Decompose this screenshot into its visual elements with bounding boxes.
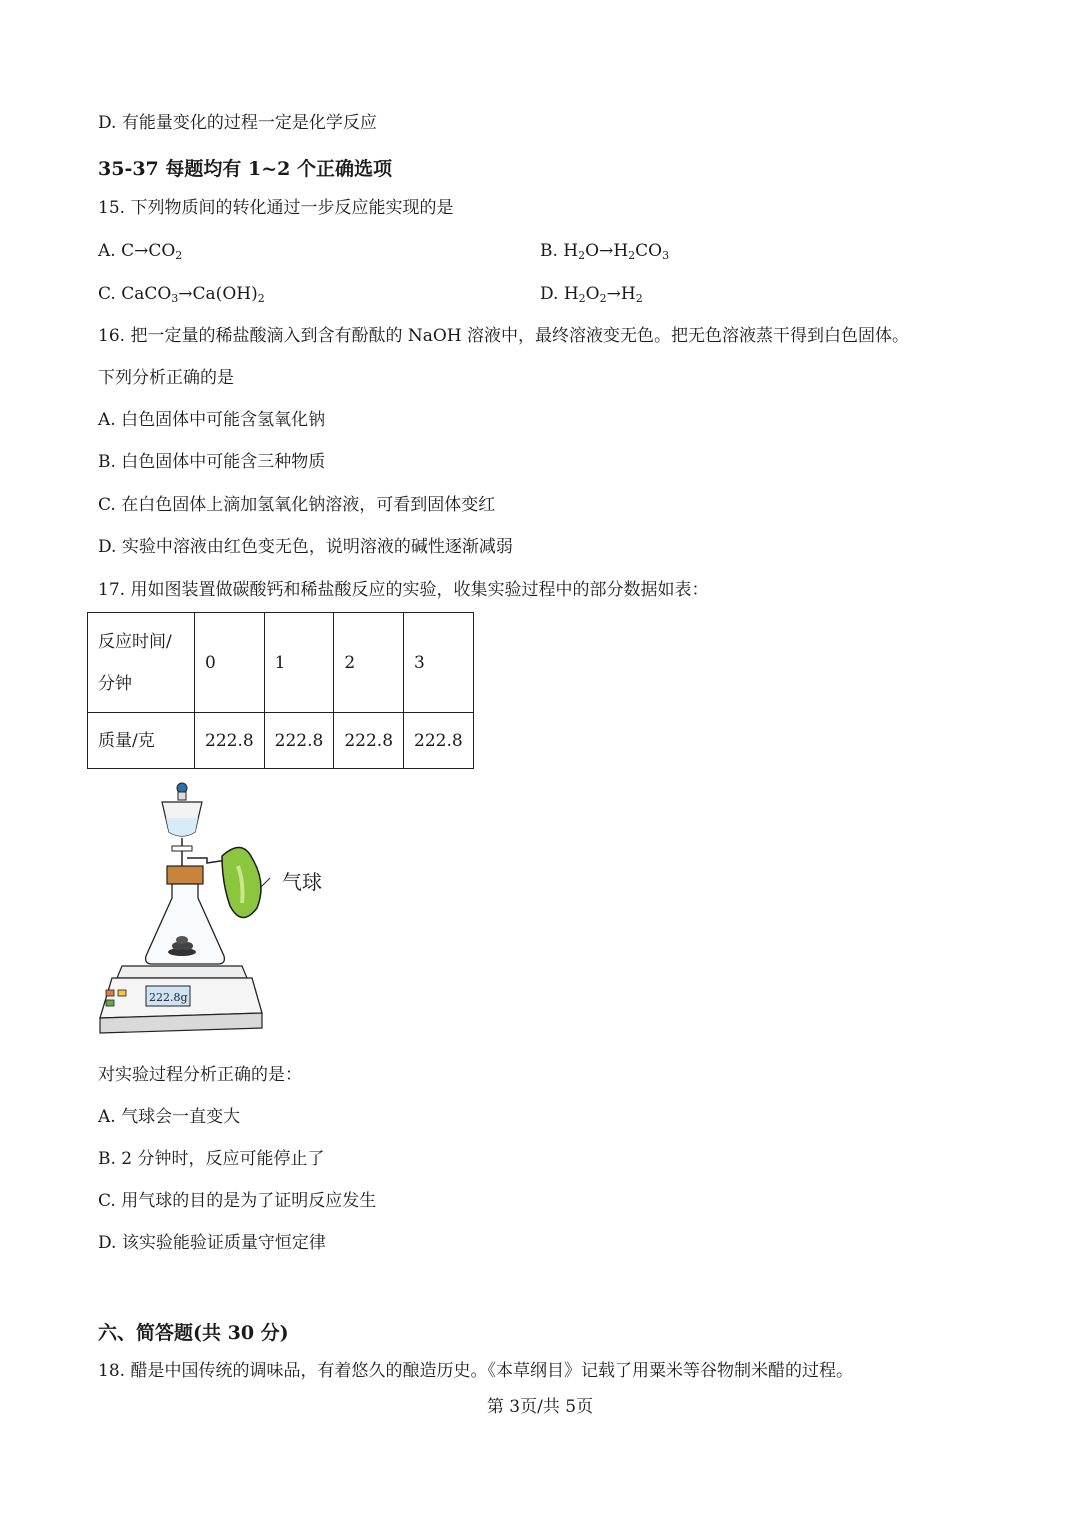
cork-icon <box>167 866 203 884</box>
q16-stem-line1: 16. 把一定量的稀盐酸滴入到含有酚酞的 NaOH 溶液中，最终溶液变无色。把无色溶液蒸干得到白色固体。 <box>98 326 910 346</box>
table-cell-time-2: 2 <box>334 613 404 713</box>
scale-pan-icon <box>117 966 247 978</box>
q17-option-b: B. 2 分钟时，反应可能停止了 <box>98 1149 325 1169</box>
table-row-time <box>88 613 474 713</box>
q15-option-c: C. $CaCO_3\to Ca(OH)_2$ <box>98 284 265 305</box>
q17-data-table <box>87 612 474 769</box>
scale-display-reading: 222.8g <box>149 991 188 1004</box>
q18-stem: 18. 醋是中国传统的调味品，有着悠久的酿造历史。《本草纲目》记载了用粟米等谷物制米醋的过程。 <box>98 1361 853 1381</box>
q16-option-d: D. 实验中溶液由红色变无色，说明溶液的碱性逐渐减弱 <box>98 537 513 557</box>
q17-question: 对实验过程分析正确的是： <box>98 1065 302 1085</box>
table-cell-mass-2: 222.8 <box>334 713 404 769</box>
q14-option-d: D. 有能量变化的过程一定是化学反应 <box>98 113 377 133</box>
section6-title: 六、简答题(共 30 分) <box>98 1322 289 1344</box>
table-row-mass <box>88 713 474 769</box>
table-header-time: 反应时间/ 分钟 <box>88 613 195 713</box>
table-cell-time-3: 3 <box>404 613 474 713</box>
q16-option-b: B. 白色固体中可能含三种物质 <box>98 452 326 472</box>
q17-option-a: A. 气球会一直变大 <box>98 1107 241 1127</box>
table-header-mass: 质量/克 <box>88 713 195 769</box>
balloon-label: 气球 <box>282 870 322 894</box>
q17-option-c: C. 用气球的目的是为了证明反应发生 <box>98 1191 377 1211</box>
q15-option-a: A. $C\to CO_2$ <box>98 241 183 262</box>
apparatus-illustration <box>92 778 342 1038</box>
page-footer: 第 3页/共 5页 <box>486 1397 594 1417</box>
table-cell-mass-3: 222.8 <box>404 713 474 769</box>
q15-stem: 15. 下列物质间的转化通过一步反应能实现的是 <box>98 198 454 218</box>
q16-option-c: C. 在白色固体上滴加氢氧化钠溶液，可看到固体变红 <box>98 495 496 515</box>
table-cell-time-1: 1 <box>264 613 334 713</box>
q17-stem: 17. 用如图装置做碳酸钙和稀盐酸反应的实验，收集实验过程中的部分数据如表： <box>98 580 709 600</box>
q15-option-d: D. $H_2O_2\to H_2$ <box>540 284 643 305</box>
experiment-apparatus-figure <box>92 778 342 1042</box>
q16-stem-line2: 下列分析正确的是 <box>98 368 234 388</box>
q16-option-a: A. 白色固体中可能含氢氧化钠 <box>98 410 326 430</box>
table-cell-time-0: 0 <box>195 613 265 713</box>
section-note: 35-37 每题均有 1~2 个正确选项 <box>98 158 392 180</box>
table-cell-mass-0: 222.8 <box>195 713 265 769</box>
table-cell-mass-1: 222.8 <box>264 713 334 769</box>
q17-option-d: D. 该实验能验证质量守恒定律 <box>98 1233 326 1253</box>
q15-option-b: B. $H_2O\to H_2CO_3$ <box>540 241 670 262</box>
